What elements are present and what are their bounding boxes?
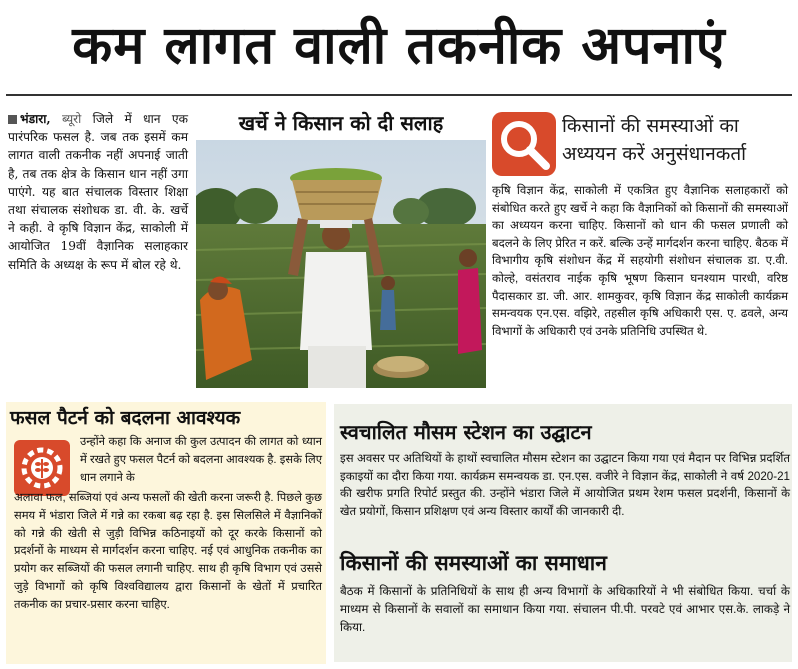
crop-pattern-body-intro: उन्होंने कहा कि अनाज की कुल उत्पादन की लागत को ध्यान में रखते हुए फसल पैटर्न को बदलना आवश्यक है. इसके लिए धान लगाने के	[80, 436, 322, 484]
wheat-gear-icon	[14, 440, 70, 496]
headline-rule	[6, 94, 792, 96]
solution-title: किसानों की समस्याओं का समाधान	[340, 551, 607, 575]
crop-pattern-title: फसल पैटर्न को बदलना आवश्यक	[10, 407, 241, 429]
magnifier-icon	[492, 112, 556, 176]
headline: कम लागत वाली तकनीक अपनाएं	[72, 16, 726, 76]
bullet-square-icon	[8, 115, 17, 124]
farmer-photo-illustration	[196, 140, 486, 388]
research-title: किसानों की समस्याओं का अध्ययन करें अनुसंधानकर्ता	[562, 115, 747, 165]
dateline: भंडारा,	[20, 112, 51, 126]
crop-pattern-body: अलावा फल, सब्जियां एवं अन्य फसलों की खेती करना जरूरी है. पिछले कुछ समय में भंडारा जिले में गन्ने का रकबा बढ़ रहा है. इस सिलसिले में वैज्ञानिकों को गन्ने की खेती से जुड़ी विभिन्न कठिनाइयों को दूर करके किसानों को प्रदर्शनों के माध्यम से मार्गदर्शन करना चाहिए. नई एवं आधुनिक तकनीक का प्रयोग कर सब्जियों की फसल लगानी चाहिए. साथ ही कृषि विभाग एवं उससे जुड़े विभागों को कृषि विश्वविद्यालय द्वारा किसानों के खेतों में प्रचारित तकनीक का प्रचार-प्रसार करना चाहिए.	[14, 492, 322, 611]
left-column-text: जिले में धान एक पारंपरिक फसल है. जब तक इसमें कम लागत वाली तकनीक नहीं अपनाई जाती है, तब तक क्षेत्र के किसान धान नहीं उगा पाएंगे. यह बात संचालक विस्तार शिक्षा तथा संचालक संशोधक डा. वी. के. खर्चे ने कही. वे कृषि विज्ञान केंद्र, साकोली में आयोजित 19वीं वैज्ञानिक सलाहकार समिति के अध्यक्ष के रूप में बोल रहे थे.	[8, 112, 188, 272]
left-column-article	[8, 110, 188, 402]
research-body: कृषि विज्ञान केंद्र, साकोली में एकत्रित हुए वैज्ञानिक सलाहकारों को संबोधित करते हुए खर्चे ने कहा कि वैज्ञानिकों को किसानों की समस्याओं का अध्ययन करना चाहिए. किसानों को धान की फसल प्रणाली को बदलने के लिए प्रेरित न करें. बल्कि उन्हें मार्गदर्शन करना चाहिए. बैठक में विभागीय कृषि संशोधन केंद्र में सहयोगी संशोधन संचालक डा. ए.वी. कोल्हे, वसंतराव नाईक कृषि भूषण किसान घनश्याम पारधी, वरिष्ठ पैदासकार डा. जी. आर. शामकुवर, कृषि विज्ञान केंद्र साकोली कार्यक्रम समन्वयक एन.एस. वझिरे, तहसील कृषि अधिकारी एस. ए. ढवले, अन्य विभागों के अधिकारी एवं उनके प्रतिनिधि उपस्थित थे.	[492, 184, 788, 338]
solution-body: बैठक में किसानों के प्रतिनिधियों के साथ ही अन्य विभागों के अधिकारियों ने भी संबोधित किया. चर्चा के माध्यम से किसानों के सवालों का समाधान किया गया. संचालन पी.पी. परवटे एवं आभार एस.के. लाकड़े ने किया.	[340, 584, 790, 634]
photo-caption: खर्चे ने किसान को दी सलाह	[238, 111, 444, 135]
weather-station-body: इस अवसर पर अतिथियों के हाथों स्वचालित मौसम स्टेशन का उद्घाटन किया गया एवं मैदान पर विभिन्न प्रदर्शित इकाइयों का दौरा किया गया. कार्यक्रम समन्वयक डा. एन.एस. वजीरे ने विज्ञान केंद्र, साकोली ने वर्ष 2020-21 की खरीफ प्रगति रिपोर्ट प्रस्तुत की. उन्होंने भंडारा जिले में आयोजित प्रथम रेशम फसल प्रदर्शनी, किसानों के खेत प्रयोगों, किसान प्रशिक्षण एवं अन्य विस्तार कार्यों की जानकारी दी.	[340, 452, 790, 518]
bureau-label: ब्यूरो	[62, 112, 82, 126]
farmer-photo	[196, 140, 486, 388]
weather-station-title: स्वचालित मौसम स्टेशन का उद्घाटन	[340, 420, 592, 444]
